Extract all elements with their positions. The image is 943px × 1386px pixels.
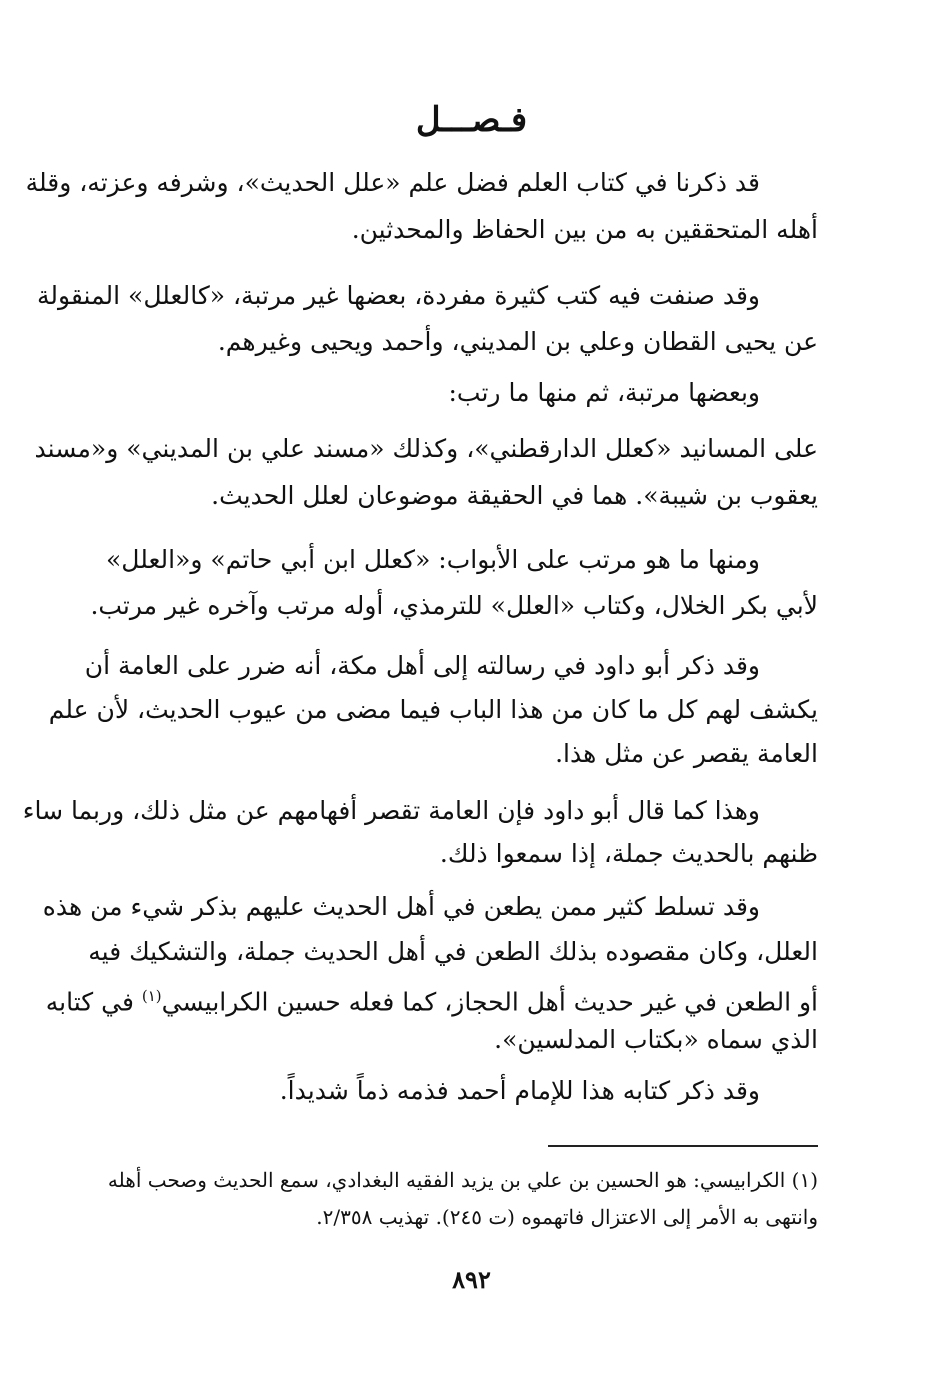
footnote-line-1: (١) الكرابيسي: هو الحسين بن علي بن يزيد الفقيه البغدادي، سمع الحديث وصحب أهله: [107, 1168, 818, 1192]
footnote-separator: [548, 1145, 818, 1147]
paragraph-6-line-3: العامة يقصر عن مثل هذا.: [555, 739, 818, 768]
paragraph-8-line-4: الذي سماه «بكتاب المدلسين».: [494, 1025, 818, 1054]
paragraph-4-line-2: يعقوب بن شيبة». هما في الحقيقة موضوعان لعلل الحديث.: [211, 481, 818, 510]
footnote-marker[interactable]: (١): [141, 987, 162, 1005]
paragraph-8-line-3-text: أو الطعن في غير حديث أهل الحجاز، كما فعله حسين الكرابيسي: [161, 987, 818, 1017]
paragraph-1-line-1: قد ذكرنا في كتاب العلم فضل علم «علل الحديث»، وشرفه وعزته، وقلة: [25, 168, 760, 197]
paragraph-8-line-3: [45, 980, 818, 1018]
paragraph-8-line-1: وقد تسلط كثير ممن يطعن في أهل الحديث عليهم بذكر شيء من هذه: [42, 892, 760, 921]
paragraph-6-line-2: يكشف لهم كل ما كان من هذا الباب فيما مضى من عيوب الحديث، لأن علم: [48, 695, 818, 724]
paragraph-7-line-1: وهذا كما قال أبو داود فإن العامة تقصر أفهامهم عن مثل ذلك، وربما ساء: [22, 796, 760, 825]
paragraph-2-line-2: عن يحيى القطان وعلي بن المديني، وأحمد ويحيى وغيرهم.: [217, 327, 818, 356]
paragraph-8-line-3-tail: في كتابه: [45, 987, 142, 1017]
section-heading: فـصـــل: [415, 100, 528, 140]
paragraph-1-line-2: أهله المتحققين به من بين الحفاظ والمحدثين.: [351, 215, 818, 244]
paragraph-6-line-1: وقد ذكر أبو داود في رسالته إلى أهل مكة، أنه ضرر على العامة أن: [84, 651, 760, 680]
page-number: ٨٩٢: [452, 1265, 491, 1294]
paragraph-5-line-1: ومنها ما هو مرتب على الأبواب: «كعلل ابن أبي حاتم» و«العلل»: [105, 545, 760, 574]
paragraph-9-line-1: وقد ذكر كتابه هذا للإمام أحمد فذمه ذماً شديداً.: [279, 1076, 760, 1105]
paragraph-5-line-2: لأبي بكر الخلال، وكتاب «العلل» للترمذي، أوله مرتب وآخره غير مرتب.: [90, 591, 818, 620]
footnote-line-2: وانتهى به الأمر إلى الاعتزال فاتهموه (ت ٢٤٥). تهذيب ٢/٣٥٨.: [316, 1205, 818, 1229]
paragraph-2-line-1: وقد صنفت فيه كتب كثيرة مفردة، بعضها غير مرتبة، «كالعلل» المنقولة: [36, 281, 760, 310]
paragraph-4-line-1: على المسانيد «كعلل الدارقطني»، وكذلك «مسند علي بن المديني» و«مسند: [34, 434, 818, 463]
paragraph-8-line-2: العلل، وكان مقصوده بذلك الطعن في أهل الحديث جملة، والتشكيك فيه: [88, 937, 818, 966]
paragraph-7-line-2: ظنهم بالحديث جملة، إذا سمعوا ذلك.: [439, 839, 818, 868]
paragraph-3-line-1: وبعضها مرتبة، ثم منها ما رتب:: [448, 378, 760, 407]
